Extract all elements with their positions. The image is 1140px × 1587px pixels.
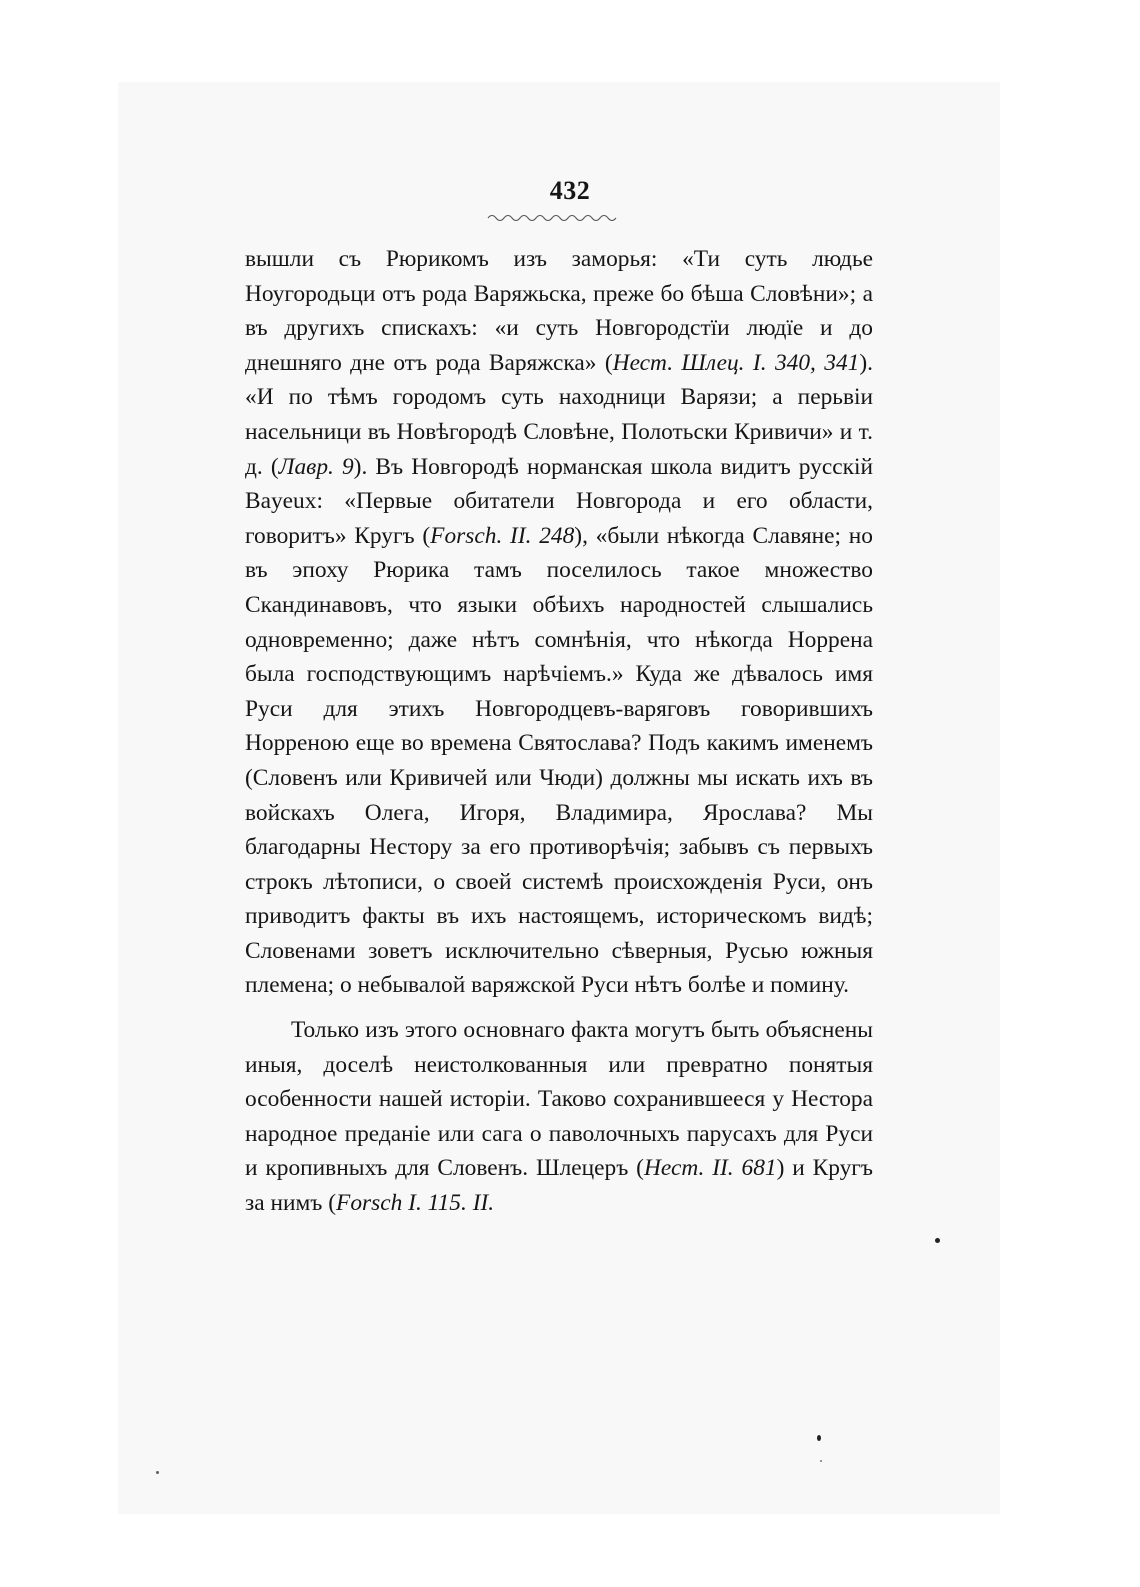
text-run: ). «И по тѣмъ городомъ суть находници Варязи; а перьвіи насельници въ Новѣгородѣ Словѣне, Полотьски Кривичи» и т. д. ( xyxy=(245,349,873,480)
citation: Нест. II. 681 xyxy=(643,1155,777,1182)
text-run: ), «были нѣкогда Славяне; но въ эпоху Рюрика тамъ поселилось такое множество Скандинавовъ, что языки обѣихъ народностей слышались одновременно; даже нѣтъ сомнѣнія, что нѣкогда Норрена была господствующимъ нарѣчіемъ.» Куда же дѣвалось имя Руси для этихъ Новгородцевъ-варяговъ говорившихъ Норреною еще во времена Святослава? Подъ какимъ именемъ (Словенъ или Кривичей или Чюди) должны мы искать ихъ въ войскахъ Олега, Игоря, Владимира, Ярослава? Мы благодарны Нестору за его противорѣчія; забывъ съ первыхъ строкъ лѣтописи, о своей системѣ происхожденія Руси, онъ приводитъ факты въ ихъ настоящемъ, историческомъ видѣ; Словенами зоветъ исключительно сѣверныя, Русью южныя племена; о небывалой варяжской Руси нѣтъ болѣе и помину. xyxy=(245,522,873,999)
scan-speck xyxy=(156,1471,159,1474)
paragraph-2 xyxy=(245,1013,873,1221)
citation: Forsch. II. 248 xyxy=(430,522,575,549)
scan-speck xyxy=(935,1238,940,1243)
wavy-rule-ornament xyxy=(486,210,618,222)
text-run: ) и Кругъ за нимъ ( xyxy=(245,1155,873,1217)
citation: Лавр. 9 xyxy=(278,453,354,480)
text-run: ). Въ Новгородѣ норманская школа видитъ русскій Bayeux: «Первые обитатели Новгорода и его области, говоритъ» Кругъ ( xyxy=(245,453,874,549)
page-number: 432 xyxy=(549,176,591,205)
scan-speck xyxy=(820,1460,822,1462)
citation: Forsch I. 115. II. xyxy=(336,1190,495,1217)
citation: Нест. Шлец. I. 340, 341 xyxy=(612,349,860,376)
text-run: вышли съ Рюрикомъ изъ заморья: «Ти суть людье Ноугородьци отъ рода Варяжьска, преже бо бѣша Словѣни»; а въ другихъ спискахъ: «и суть Новгородстїи людїе и до днешняго дне отъ рода Варяжска» ( xyxy=(245,246,873,376)
text-run: Только изъ этого основнаго факта могутъ быть объяснены иныя, доселѣ неистолкованныя или превратно понятыя особенности нашей исторіи. Таково сохранившееся у Нестора народное преданіе или сага о паволочныхъ парусахъ для Руси и кропивныхъ для Словенъ. Шлецеръ ( xyxy=(245,1017,873,1182)
scan-speck xyxy=(817,1435,821,1441)
body-text xyxy=(245,242,873,1221)
paragraph-1 xyxy=(245,242,873,1003)
